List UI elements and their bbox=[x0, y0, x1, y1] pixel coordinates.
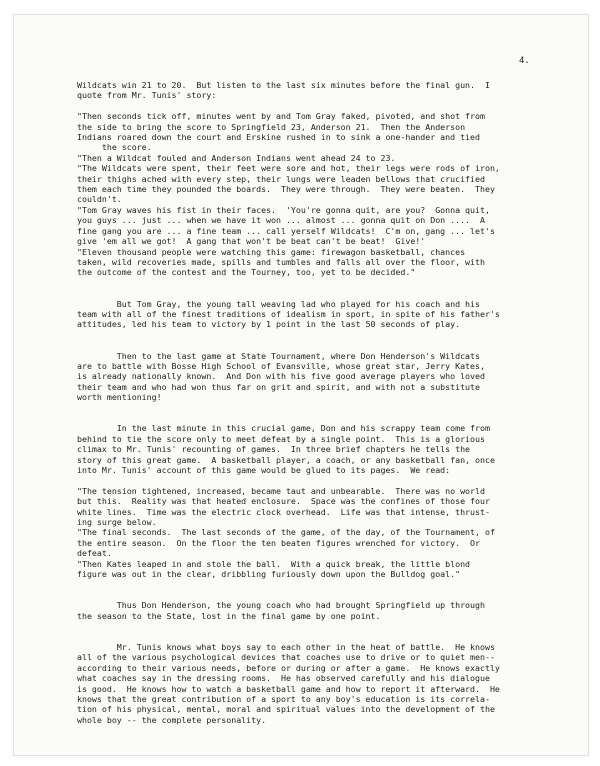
document-page bbox=[13, 14, 589, 756]
text-line: figure was out in the clear, dribbling furiously down upon the Bulldog goal." bbox=[77, 569, 461, 580]
text-line: Mr. Tunis knows what boys say to each other in the heat of battle. He knows bbox=[77, 641, 495, 652]
text-line: "The final seconds. The last seconds of the game, of the day, of the Tournament, of bbox=[77, 527, 495, 538]
text-line: Then to the last game at State Tournament, where Don Henderson's Wildcats bbox=[77, 350, 480, 361]
text-line: the side to bring the score to Springfield 23, Anderson 21. Then the Anderson bbox=[77, 121, 466, 132]
text-line: whole boy -- the complete personality. bbox=[77, 714, 267, 725]
text-line: the season to the State, lost in the final game by one point. bbox=[77, 610, 381, 621]
text-line: Indians roared down the court and Erskine rushed in to sink a one-hander and tied bbox=[77, 132, 480, 143]
text-line: Wildcats win 21 to 20. But listen to the last six minutes before the final gun. I bbox=[77, 80, 490, 90]
text-line: But Tom Gray, the young tall weaving lad who played for his coach and his bbox=[77, 298, 480, 309]
text-line: the score. bbox=[77, 142, 152, 153]
text-line: attitudes, led his team to victory by 1 point in the last 50 seconds of play. bbox=[77, 319, 461, 330]
text-line: "Tom Gray waves his fist in their faces. 'You're gonna quit, are you? Gonna quit, bbox=[77, 204, 490, 215]
text-line: their thighs ached with every step, their lungs were leaden bellows that crucified bbox=[77, 173, 485, 184]
text-line: what coaches say in the dressing rooms. He has observed carefully and his dialogue bbox=[77, 673, 490, 684]
text-line: the entire season. On the floor the ten beaten figures wrenched for victory. Or bbox=[77, 537, 480, 548]
text-line: couldn't. bbox=[77, 194, 122, 205]
text-line: "Eleven thousand people were watching this game: firewagon basketball, chances bbox=[77, 246, 466, 257]
text-line: into Mr. Tunis' account of this game would be glued to its pages. We read: bbox=[77, 465, 451, 476]
text-line: defeat. bbox=[77, 548, 112, 559]
text-line: quote from Mr. Tunis' story: bbox=[77, 90, 217, 101]
text-line: "Then seconds tick off, minutes went by and Tom Gray faked, pivoted, and shot from bbox=[77, 111, 485, 122]
text-line: all of the various psychological devices that coaches use to drive or to quiet men-- bbox=[77, 652, 495, 663]
text-line: tion of his physical, mental, moral and spiritual values into the development of the bbox=[77, 704, 495, 715]
text-line: is already nationally known. And Don with his five good average players who loved bbox=[77, 371, 485, 382]
text-line: "The tension tightened, increased, became taut and unbearable. There was no world bbox=[77, 485, 485, 496]
text-line: climax to Mr. Tunis' recounting of games. In three brief chapters he tells the bbox=[77, 444, 471, 455]
text-line: "The Wildcats were spent, their feet were sore and hot, their legs were rods of iron, bbox=[77, 163, 500, 174]
text-line: story of this great game. A basketball player, a coach, or any basketball fan, once bbox=[77, 454, 495, 465]
text-line: worth mentioning! bbox=[77, 392, 162, 403]
text-line: white lines. Time was the electric clock overhead. Life was that intense, thrust- bbox=[77, 506, 490, 517]
text-line: fine gang you are ... a fine team ... call yerself Wildcats! C'm on, gang ... let's bbox=[77, 225, 495, 236]
page-number: 4. bbox=[519, 56, 530, 66]
text-line: Thus Don Henderson, the young coach who had brought Springfield up through bbox=[77, 600, 485, 611]
text-line: ing surge below. bbox=[77, 517, 157, 528]
text-line: you guys ... just ... when we have it won ... almost ... gonna quit on Don .... A bbox=[77, 215, 485, 226]
text-line: are to battle with Bosse High School of Evansville, whose great star, Jerry Kates, bbox=[77, 360, 485, 371]
text-line: according to their various needs, before or during or after a game. He knows exactly bbox=[77, 662, 500, 673]
text-line: but this. Reality was that heated enclosure. Space was the confines of those four bbox=[77, 496, 490, 507]
text-line: is good. He knows how to watch a basketball game and how to report it afterward. He bbox=[77, 683, 500, 694]
text-line: taken, wild recoveries made, spills and tumbles and falls all over the floor, with bbox=[77, 256, 485, 267]
text-line: In the last minute in this crucial game, Don and his scrappy team come from bbox=[77, 423, 490, 434]
text-line: them each time they pounded the boards. They were through. They were beaten. They bbox=[77, 184, 495, 195]
text-line: give 'em all we got! A gang that won't be beat can't be beat! Give!' bbox=[77, 236, 426, 247]
text-line: "Then a Wildcat fouled and Anderson Indians went ahead 24 to 23. bbox=[77, 152, 396, 163]
text-line: knows that the great contribution of a sport to any boy's education is its correla- bbox=[77, 693, 490, 704]
text-line: behind to tie the score only to meet defeat by a single point. This is a glorious bbox=[77, 433, 485, 444]
text-line: team with all of the finest traditions of idealism in sport, in spite of his father's bbox=[77, 308, 500, 319]
text-line: their team and who had won thus far on grit and spirit, and with not a substitute bbox=[77, 381, 480, 392]
text-line: the outcome of the contest and the Tourney, too, yet to be decided." bbox=[77, 267, 416, 278]
body-text bbox=[77, 80, 500, 725]
text-line: "Then Kates leaped in and stole the ball. With a quick break, the little blond bbox=[77, 558, 471, 569]
